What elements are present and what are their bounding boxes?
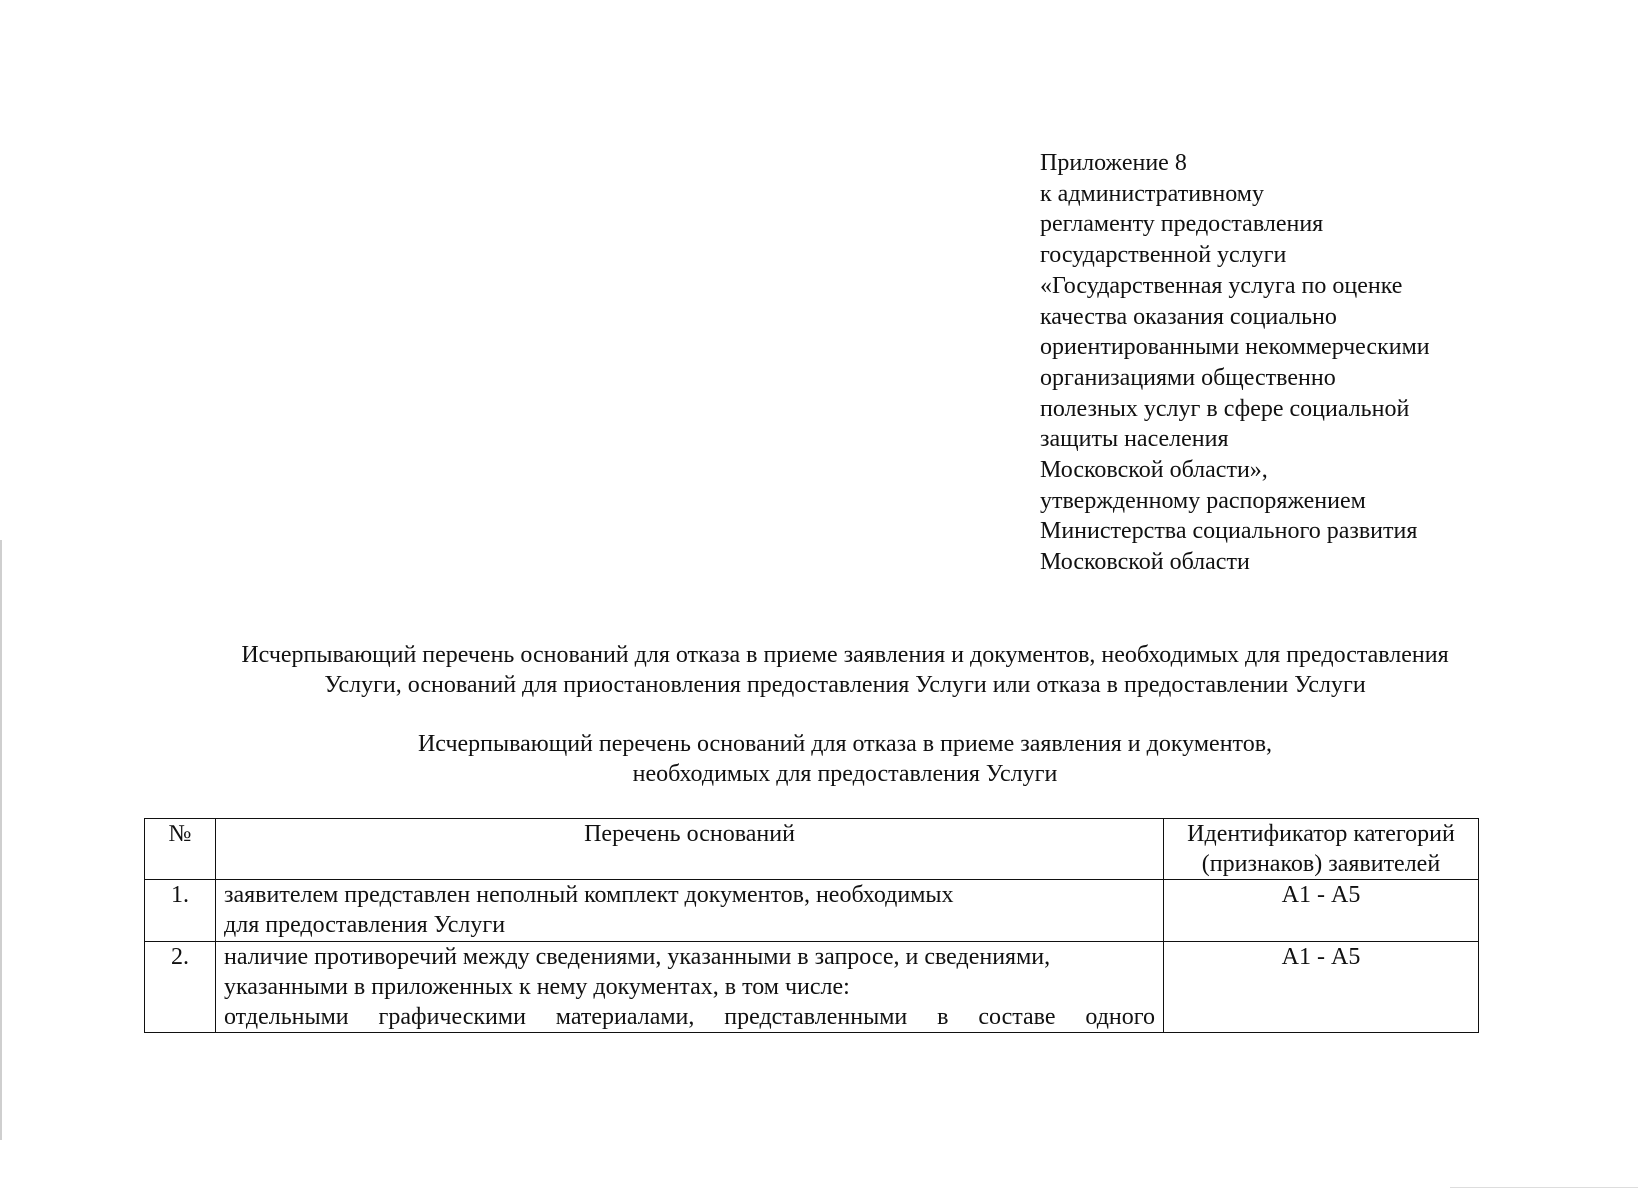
section-title-line-2: необходимых для предоставления Услуги bbox=[632, 761, 1058, 787]
reason-line: указанными в приложенных к нему документах, в том числе: bbox=[224, 974, 850, 1000]
appendix-line: утвержденному распоряжением bbox=[1040, 487, 1366, 514]
appendix-line: защиты населения bbox=[1040, 426, 1229, 453]
appendix-line: к административному bbox=[1040, 180, 1264, 207]
reason-line: отдельными графическими материалами, представленными в составе одного bbox=[224, 1004, 1155, 1030]
table-row bbox=[145, 942, 1479, 1033]
row-number: 2. bbox=[145, 942, 216, 1033]
appendix-line: Московской области bbox=[1040, 549, 1250, 576]
table-header-row bbox=[145, 819, 1479, 880]
reason-line: наличие противоречий между сведениями, указанными в запросе, и сведениями, bbox=[224, 944, 1051, 970]
appendix-line: организациями общественно bbox=[1040, 364, 1336, 391]
header-reason: Перечень оснований bbox=[216, 819, 1164, 880]
scan-edge bbox=[0, 540, 2, 1140]
reasons-table bbox=[144, 818, 1479, 1033]
header-category-id bbox=[1164, 819, 1479, 880]
row-category-id: А1 - А5 bbox=[1164, 880, 1479, 942]
main-title-line-2: Услуги, оснований для приостановления предоставления Услуги или отказа в предоставлении Услуги bbox=[324, 672, 1366, 698]
appendix-line: Приложение 8 bbox=[1040, 150, 1187, 176]
main-title bbox=[120, 640, 1570, 700]
appendix-header bbox=[1040, 148, 1520, 578]
appendix-line: Московской области», bbox=[1040, 457, 1268, 484]
appendix-line: качества оказания социально bbox=[1040, 303, 1337, 330]
row-reason bbox=[216, 942, 1164, 1033]
table-row bbox=[145, 880, 1479, 942]
appendix-line: Министерства социального развития bbox=[1040, 518, 1418, 545]
appendix-line: «Государственная услуга по оценке bbox=[1040, 272, 1403, 299]
appendix-line: регламенту предоставления bbox=[1040, 211, 1324, 238]
row-number: 1. bbox=[145, 880, 216, 942]
row-category-id: А1 - А5 bbox=[1164, 942, 1479, 1033]
header-category-id-line-1: Идентификатор категорий bbox=[1187, 821, 1455, 847]
section-title-line-1: Исчерпывающий перечень оснований для отказа в приеме заявления и документов, bbox=[417, 731, 1273, 757]
row-reason bbox=[216, 880, 1164, 942]
appendix-line: государственной услуги bbox=[1040, 242, 1287, 269]
appendix-line: ориентированными некоммерческими bbox=[1040, 334, 1430, 361]
appendix-line: полезных услуг в сфере социальной bbox=[1040, 395, 1410, 422]
header-category-id-line-2: (признаков) заявителей bbox=[1201, 851, 1441, 877]
reason-line: для предоставления Услуги bbox=[224, 912, 506, 938]
header-number: № bbox=[145, 819, 216, 880]
section-title bbox=[120, 729, 1570, 789]
reason-line: заявителем представлен неполный комплект документов, необходимых bbox=[224, 882, 954, 908]
main-title-line-1: Исчерпывающий перечень оснований для отказа в приеме заявления и документов, необходимых для предоставления bbox=[241, 642, 1449, 668]
scan-mark bbox=[1450, 1187, 1638, 1188]
